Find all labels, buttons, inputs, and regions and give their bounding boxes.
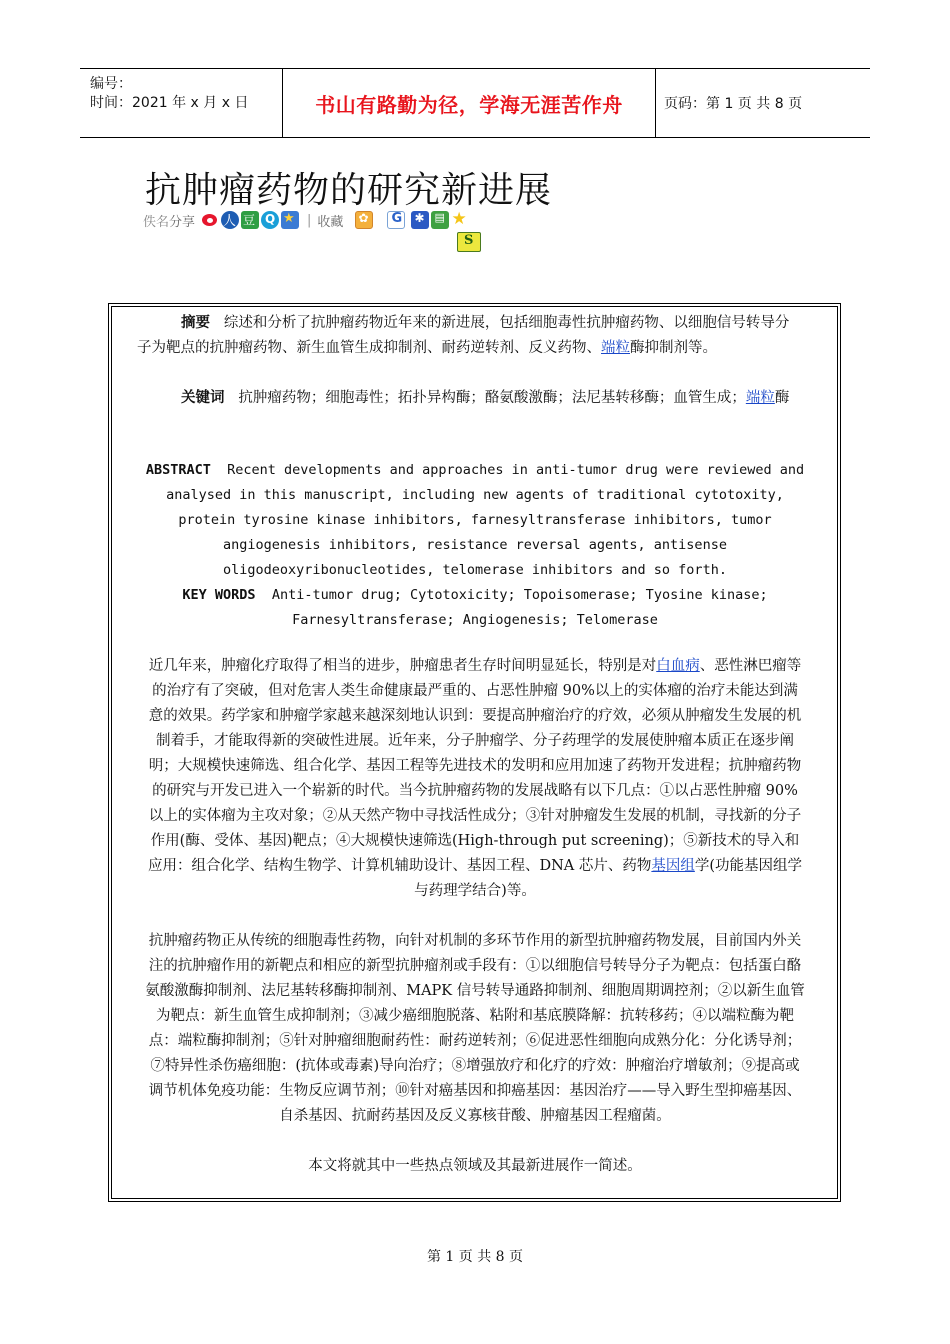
header-motto-cell: [282, 69, 656, 137]
abstract-en-text: Recent developments and approaches in anti-tumor drug were reviewed and analysed in this manuscript, including new agents of traditional cytotoxity, protein tyrosine kinase inhibitors, farnesyltransferase inhibitors, tumor angiogenesis inhibitors, resistance reversal agents, antisense oligodeoxyribonucleotides, telomerase inhibitors and so forth.: [166, 462, 805, 578]
star-icon[interactable]: [451, 211, 469, 229]
header-page-cell: [656, 69, 870, 137]
body-p1-text-c: 学(功能基因组学与药理学结合)等。: [414, 858, 803, 899]
header-page-label: 页码：第 1 页 共 8 页: [664, 96, 803, 112]
abstract-cn-text: 综述和分析了抗肿瘤药物近年来的新进展，包括细胞毒性抗肿瘤药物、以细胞信号转导分子为靶点的抗肿瘤药物、新生血管生成抑制剂、耐药逆转剂、反义药物、: [137, 315, 790, 356]
collect-label: 收藏: [317, 214, 344, 230]
article-title: 抗肿瘤药物的研究新进展: [145, 170, 553, 211]
body-paragraph-2: 抗肿瘤药物正从传统的细胞毒性药物，向针对机制的多环节作用的新型抗肿瘤药物发展，目前国内外关注的抗肿瘤作用的新靶点和相应的新型抗肿瘤剂或手段有：①以细胞信号转导分子为靶点：包括蛋白酪氨酸激酶抑制剂、法尼基转移酶抑制剂、MAPK 信号转导通路抑制剂、细胞周期调控剂；②以新生血管为靶点：新生血管生成抑制剂；③减少癌细胞脱落、粘附和基底膜降解：抗转移药；④以端粒酶为靶点：端粒酶抑制剂；⑤针对肿瘤细胞耐药性：耐药逆转剂；⑥促进恶性细胞向成熟分化：分化诱导剂；⑦特异性杀伤癌细胞：(抗体或毒素)导向治疗；⑧增强放疗和化疗的疗效：肿瘤治疗增敏剂；⑨提高或调节机体免疫功能：生物反应调节剂；⑩针对癌基因和抑癌基因：基因治疗——导入野生型抑癌基因、自杀基因、抗耐药基因及反义寡核苷酸、肿瘤基因工程瘤菌。: [145, 933, 805, 1124]
keywords-cn-link[interactable]: 端粒: [745, 390, 775, 406]
abstract-cn-text-end: 酶抑制剂等。: [630, 340, 717, 356]
document-number-label: 编号：: [90, 76, 132, 92]
header-motto: 书山有路勤为径，学海无涯苦作舟: [315, 92, 623, 117]
abstract-cn: [137, 311, 793, 361]
share-label: 分享: [169, 214, 196, 230]
share-divider: |: [307, 212, 312, 228]
share-bar: [143, 209, 471, 231]
keywords-cn-label: 关键词: [181, 390, 225, 406]
keywords-cn: [137, 386, 793, 411]
document-header: [80, 68, 870, 138]
abstract-en: [140, 458, 810, 583]
douban-icon[interactable]: [241, 211, 259, 229]
qzone-icon[interactable]: [261, 211, 279, 229]
body-paragraph-1: [145, 654, 805, 904]
bookmark-icon[interactable]: [431, 211, 449, 229]
keywords-en-label: KEY WORDS: [182, 587, 256, 603]
favorite-icon[interactable]: [355, 211, 373, 229]
body-p1-link-leukemia[interactable]: 白血病: [656, 658, 700, 674]
star-icon[interactable]: [281, 211, 299, 229]
keywords-en: [140, 583, 810, 633]
more-share-icon[interactable]: [457, 232, 481, 252]
google-icon[interactable]: [387, 211, 405, 229]
weibo-icon[interactable]: [201, 211, 219, 229]
body-paragraph-3: 本文将就其中一些热点领域及其最新进展作一简述。: [308, 1158, 642, 1174]
abstract-cn-link[interactable]: 端粒: [601, 340, 630, 356]
abstract-en-label: ABSTRACT: [145, 462, 211, 478]
abstract-cn-label: 摘要: [181, 315, 210, 331]
body-p1-text-a: 近几年来，肿瘤化疗取得了相当的进步，肿瘤患者生存时间明显延长，特别是对: [148, 658, 657, 674]
keywords-cn-text-end: 酶: [774, 390, 790, 406]
keywords-en-text: Anti-tumor drug; Cytotoxicity; Topoisomerase; Tyosine kinase; Farnesyltransferase; Angiogenesis; Telomerase: [271, 587, 768, 628]
baidu-icon[interactable]: [411, 211, 429, 229]
renren-icon[interactable]: [221, 211, 239, 229]
header-meta-cell: [80, 69, 282, 137]
page-footer: 第 1 页 共 8 页: [426, 1249, 524, 1265]
keywords-cn-text: 抗肿瘤药物；细胞毒性；拓扑异构酶；酪氨酸激酶；法尼基转移酶；血管生成；: [238, 390, 746, 406]
author-name: 佚名: [143, 214, 170, 230]
document-time-label: 时间：2021 年 x 月 x 日: [90, 95, 249, 111]
body-p1-link-genome[interactable]: 基因组: [651, 858, 695, 874]
body-p1-text-b: 、恶性淋巴瘤等的治疗有了突破，但对危害人类生命健康最严重的、占恶性肿瘤 90%以上的实体瘤的治疗未能达到满意的效果。药学家和肿瘤学家越来越深刻地认识到：要提高肿瘤治疗的疗效，必须从肿瘤发生发展的机制着手，才能取得新的突破性进展。近年来，分子肿瘤学、分子药理学的发展使肿瘤本质正在逐步阐明；大规模快速筛选、组合化学、基因工程等先进技术的发明和应用加速了药物开发进程；抗肿瘤药物的研究与开发已进入一个崭新的时代。当今抗肿瘤药物的发展战略有以下几点：①以占恶性肿瘤 90%以上的实体瘤为主攻对象；②从天然产物中寻找活性成分；③针对肿瘤发生发展的机制，寻找新的分子作用(酶、受体、基因)靶点；④大规模快速筛选(High-through put screening)；⑤新技术的导入和应用：组合化学、结构生物学、计算机辅助设计、基因工程、DNA 芯片、药物: [147, 658, 802, 874]
